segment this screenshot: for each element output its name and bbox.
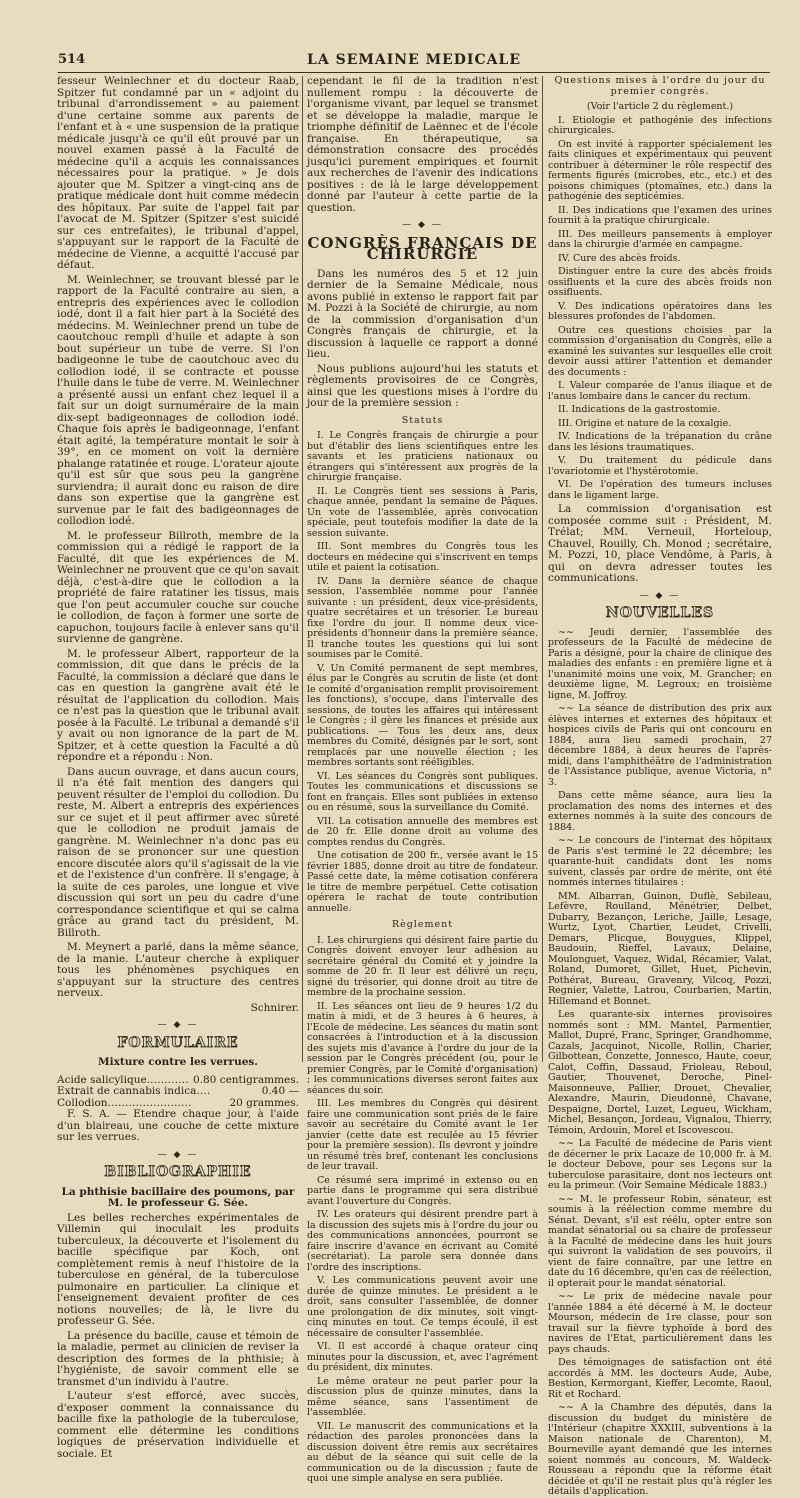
news-item: Dans cette même séance, aura lieu la proclamation des noms des internes et des externes nommés à la suite des concours de 1884. [548, 790, 772, 833]
article: I. Les chirurgiens qui désirent faire partie du Congrès doivent envoyer leur adhésion au secrétaire général du Comité et y joindre la somme de 20 fr. Il leur est délivré un reçu, signé du trésorier, qui donne droit au titre de membre de la prochaine session. [307, 934, 538, 998]
article: VII. La cotisation annuelle des membres est de 20 fr. Elle donne droit au volume des comptes rendus du Congrès. [307, 815, 538, 848]
article: I. Le Congrès français de chirurgie a pour but d'établir des liens scientifiques entre les savants et les praticiens nationaux ou étrangers qui s'intéressent aux progrès de la chirurgie française. [307, 430, 538, 483]
question: I. Etiologie et pathogénie des infections chirurgicales. [548, 114, 772, 136]
section-separator: — ◆ — [157, 1020, 199, 1030]
article: IV. Dans la dernière séance de chaque session, l'assemblée nomme pour l'année suivante : un président, deux vice-présidents, quatre secrétaires et un trésorier. Le bureau fixe l'ordre du jour. Il nomme deux vice-présidents d'honneur dans la première séance. Il tranche toutes les questions qui lui sont soumises par le Comité. [307, 575, 538, 660]
section-title-nouvelles: NOUVELLES [605, 605, 715, 621]
article: Une cotisation de 200 fr., versée avant le 15 février 1885, donne droit au titre de fondateur. Passé cette date, la même cotisation conférera le titre de membre perpétuel. Cette cotisation opérera le rachat de toute contribution annuelle. [307, 850, 538, 914]
news-item: ∼∼ Jeudi dernier, l'assemblée des professeurs de la Faculté de médecine de Paris a désigné, pour la chaire de clinique des maladies des enfants : en première ligne et à l'unanimité moins une voix, M. Grancher; en deuxième ligne, M. Legroux; en troisième ligne, M. Joffroy. [548, 626, 772, 701]
section-title-congres: CONGRÈS FRANÇAIS DE CHIRURGIE [307, 233, 538, 263]
question: Outre ces questions choisies par la commission d'organisation du Congrès, elle a examiné les suivantes sur lesquelles elle croit devoir aussi attirer l'attention et demander des documents : [548, 324, 772, 378]
paragraph: Les belles recherches expérimentales de Villemin qui inoculait les produits tuberculeux, la découverte et l'isolement du bacille spécifique par Koch, ont complètement remis à neuf l'histoire de la tuberculose en général, de la tuberculose pulmonaire en particulier. La clinique et l'enseignement devaient profiter de ces notions nouvelles; de là, le livre du professeur G. Sée. [57, 1211, 299, 1327]
question: Distinguer entre la cure des abcès froids ossifluents et la cure des abcès froids non ossifluents. [548, 266, 772, 298]
question: IV. Cure des abcès froids. [558, 252, 681, 264]
paragraph: Nous publions aujourd'hui les statuts et règlements provisoires de ce Congrès, ainsi que les questions mises à l'ordre du jour de la première session : [307, 362, 538, 409]
section-separator: — ◆ — [157, 1149, 199, 1160]
recipe-item: Extrait de cannabis indica…. [57, 1085, 211, 1097]
paragraph: Dans les numéros des 5 et 12 juin dernier de la Semaine Médicale, nous avons publié in extenso le rapport fait par M. Pozzi à la Société de chirurgie, au nom de la commission d'organisation d'un Congrès français de chirurgie, et la discussion à laquelle ce rapport a donné lieu. [307, 267, 538, 360]
question: II. Des indications que l'examen des urines fournit à la pratique chirurgicale. [548, 204, 772, 226]
paragraph: La présence du bacille, cause et témoin de la maladie, permet au clinicien de reviser la description des formes de la phthisie; à l'hygiéniste, de savoir comment elle se transmet d'un individu à l'autre. [57, 1329, 299, 1388]
section-title-bibliographie: BIBLIOGRAPHIE [104, 1164, 252, 1180]
recipe-note: F. S. A. — Etendre chaque jour, à l'aide d'un blaireau, une couche de cette mixture sur les verrues. [57, 1108, 299, 1143]
question: II. Indications de la gastrostomie. [558, 404, 721, 415]
article: VI. Les séances du Congrès sont publiques. Toutes les communications et discussions se font en français. Elles sont publiées in extenso ou en résumé, sous la surveillance du Comité. [307, 770, 538, 813]
paragraph: M. Weinlechner, se trouvant blessé par le rapport de la Faculté contraire au sien, a entrepris des expériences avec le collodion iodé, dont il a fait hier part à la Société des médecins. M. Weinlechner prend un tube de caoutchouc rempli d'huile et adapte à son bout supérieur un tube de verre. Si l'on badigeonne le tube de caoutchouc avec du collodion iodé, il se contracte et pousse l'huile dans le tube de verre. M. Weinlechner a présenté aussi un enfant chez lequel il a fait sur un doigt surnuméraire de la main dix-sept badigeonnages de collodion iodé. Chaque fois après le badigeonnage, l'enfant était agité, la température montait le soir à 39°, en ce moment on voit la dernière phalange ratatinée et rouge. L'orateur ajoute qu'il est sûr que sous peu la gangrène surviendra; il aurait donc eu raison de dire dans son expertise que la gangrène est survenue par le fait des badigeonnages de collodion iodé. [57, 273, 299, 527]
signature: Schnirer. [250, 1001, 299, 1014]
running-title: LA SEMAINE MEDICALE [307, 52, 521, 68]
questions-subheading: (Voir l'article 2 du règlement.) [586, 101, 734, 112]
recipe-list [57, 1075, 299, 1110]
question: V. Du traitement du pédicule dans l'ovariotomie et l'hystérotomie. [548, 455, 772, 477]
subheading-reglement: Règlement [391, 919, 454, 930]
paragraph: fesseur Weinlechner et du docteur Raab, Spitzer fut condamné par un « adjoint du tribunal d'arrondissement » au paiement d'une certaine somme aux parents de l'enfant et à « une suspension de la pratique médicale jusqu'à ce qu'il eût prouvé par un nouvel examen passé à la Faculté de médecine qu'il a acquis les connaissances nécessaires pour la pratique. » Je dois ajouter que M. Spitzer a vingt-cinq ans de pratique médicale dont huit comme médecin des hôpitaux. Par suite de l'appel fait par l'avocat de M. Spitzer (Spitzer s'est suicidé sur ces entrefaites), le tribunal d'appel, s'appuyant sur le rapport de la Faculté de médecine de Vienne, a acquitté l'accusé par défaut. [57, 75, 299, 271]
section-separator: — ◆ — [639, 590, 681, 601]
question: On est invité à rapporter spécialement les faits cliniques et expérimentaux qui peuvent contribuer à déterminer le rôle respectif des ferments figurés (microbes, etc., etc.) et des poisons chimiques (ptomaïnes, etc.) dans la pathogénie des septicémies. [548, 138, 772, 202]
question: IV. Indications de la trépanation du crâne dans les lésions traumatiques. [548, 431, 772, 453]
news-item: Les quarante-six internes provisoires nommés sont : MM. Mantel, Parmentier, Mallot, Dupré, Franc, Springer, Grandhomme, Cazals, Jacquinot, Nicolle, Rollin, Charier, Gilbottean, Conzette, Jonnesco, Haute, coeur, Calot, Coffin, Dassaud, Frioleau, Reboul, Gautier, Thouvenet, Deroche, Pinel-Maisonneuve, Pallier, Drouet, Chevalier, Alexandre, Maurin, Dieudonné, Chavane, Despaigne, Dortel, Luzet, Legueu, Wickham, Michel, Besançon, Jordeau, Vignalou, Thierry, Témoin, Ardouin, Morel et Iscovescou. [548, 1009, 772, 1136]
paragraph: La commission d'organisation est composée comme suit : Président, M. Trélat; MM. Verneuil, Horteloup, Chauvel, Rouilly, Ch. Monod ; secrétaire, M. Pozzi, 10, place Vendôme, à Paris, à qui on devra adresser toutes les communications. [548, 503, 772, 584]
paragraph: M. le professeur Billroth, membre de la commission qui a rédigé le rapport de la Faculté, dit que les expériences de M. Weinlechner ne prouvent que ce qu'on savait déjà, c'est-à-dire que le collodion a la propriété de faire ratatiner les tissus, mais que l'on peut accumuler couche sur couche le collodion, de façon à former une sorte de capuchon, toujours facile à enlever sans qu'il survienne de gangrène. [57, 529, 299, 645]
recipe-item: Acide salicylique………… [57, 1073, 189, 1086]
column-2 [307, 75, 538, 1484]
question: VI. De l'opération des tumeurs incluses dans le ligament large. [548, 479, 772, 501]
subheading-statuts: Statuts [401, 414, 444, 426]
paragraph: M. le professeur Albert, rapporteur de la commission, dit que dans le précis de la Faculté, la commission a déclaré que dans le cas en question la gangrène avait été le résultat de l'application du collodion. Mais ce n'est pas la question que le tribunal avait posée à la Faculté. Le tribunal a demandé s'il y avait ou non ignorance de la part de M. Spitzer, et à cette question la Faculté a dû répondre et a répondu : Non. [57, 647, 299, 763]
question: V. Des indications opératoires dans les blessures profondes de l'abdomen. [548, 300, 772, 322]
questions-heading: Questions mises à l'ordre du jour du premier congrès. [554, 75, 766, 97]
book-title: La phthisie bacillaire des poumons, par M. le professeur G. Sée. [61, 1185, 295, 1209]
news-item: ∼∼ La séance de distribution des prix aux élèves internes et externes des hôpitaux et hospices civils de Paris qui ont concouru en 1884, aura lieu samedi prochain, 27 décembre 1884, à deux heures de l'après-midi, dans l'amphithéâtre de l'administration de l'Assistance publique, avenue Victoria, n° 3. [548, 703, 772, 788]
recipe-title: Mixture contre les verrues. [98, 1056, 258, 1068]
article: V. Les communications peuvent avoir une durée de quinze minutes. Le président a le droit, sans consulter l'assemblée, de donner une prolongation de dix minutes, soit vingt-cinq minutes en tout. Ce temps écoulé, il est nécessaire de consulter l'assemblée. [307, 1275, 538, 1339]
article: IV. Les orateurs qui désirent prendre part à la discussion des sujets mis à l'ordre du jour ou des communications annoncées, pourront se faire inscrire d'avance en écrivant au Comité (secrétariat). La parole sera donnée dans l'ordre des inscriptions. [307, 1209, 538, 1273]
article: V. Un Comité permanent de sept membres, élus par le Congrès au scrutin de liste (et dont le comité d'organisation remplit provisoirement les fonctions), s'occupe, dans l'intervalle des sessions, de toutes les affaires qui intéressent le Congrès ; il gère les finances et préside aux publications. — Tous les deux ans, deux membres du Comité, désignés par le sort, sont remplacés par une nouvelle élection ; les membres sortants sont rééligibles. [307, 662, 538, 768]
news-item: ∼∼ Le prix de médecine navale pour l'année 1884 a été décerné à M. le docteur Mourson, médecin de 1re classe, pour son travail sur la fièvre typhoïde à bord des navires de l'Etat, particulièrement dans les pays chauds. [548, 1291, 772, 1355]
article: III. Sont membres du Congrès tous les docteurs en médecine qui s'inscrivent en temps utile et paient la cotisation. [307, 541, 538, 573]
news-item: MM. Albarran, Guinon, Duflè, Sebileau, Lefèvre, Roulland, Ménétrier, Delbet, Dubarry, Bezançon, Leriche, Jaille, Lesage, Wurtz, Lyot, Chartier, Leudet, Crivelli, Demars, Plicque, Bouygues, Klippel, Baudouin, Rieffel, Lavaux, Delaine, Moulonguet, Vaquez, Widal, Récamier, Valat, Roland, Dumoret, Gillet, Huet, Pichevin, Pothérat, Bureau, Gravenry, Vilcoq, Pozzi, Regnier, Valette, Latrou, Courbarien, Martin, Hillemand et Bonnet. [548, 890, 772, 1007]
article: II. Le Congrès tient ses sessions à Paris, chaque année, pendant la semaine de Pâques. Un vote de l'assemblée, après convocation spéciale, peut toutefois modifier la date de la session suivante. [307, 485, 538, 539]
article: II. Les séances ont lieu de 9 heures 1/2 du matin à midi, et de 3 heures à 6 heures, à l'Ecole de médecine. Les séances du matin sont consacrées à l'introduction et à la discussion des sujets mis d'avance à l'ordre du jour de la session par le Congrès précédent (ou, pour le premier Congrès, par le Comité d'organisation) ; les communications diverses seront faites aux séances du soir. [307, 1000, 538, 1096]
recipe-line [57, 1086, 299, 1098]
page-header [58, 52, 770, 73]
news-item: ∼∼ A la Chambre des députés, dans la discussion du budget du ministère de l'Intérieur (chapitre XXXIII, subventions à la Maison nationale de Charenton), M. Bourneville ayant demandé que les internes soient nommés au concours, M. Waldeck-Rousseau a répondu que la réforme était décidée et qu'il ne restait plus qu'à régler les détails d'application. [548, 1402, 772, 1497]
question: I. Valeur comparée de l'anus iliaque et de l'anus lombaire dans le cancer du rectum. [548, 380, 772, 402]
article: Ce résumé sera imprimé in extenso ou en partie dans le programme qui sera distribué avant l'ouverture du Congrès. [307, 1174, 538, 1207]
question: III. Des meilleurs pansements à employer dans la chirurgie d'armée en campagne. [548, 228, 772, 250]
page-number: 514 [58, 52, 86, 67]
question: III. Origine et nature de la coxalgie. [558, 417, 732, 429]
paragraph: L'auteur s'est efforcé, avec succès, d'exposer comment la connaissance du bacille fixe la pathologie de la tuberculose, comment elle détermine les conditions logiques de préservation individuelle et sociale. Et [57, 1390, 299, 1460]
article: VI. Il est accordé à chaque orateur cinq minutes pour la discussion, et, avec l'agrément du président, dix minutes. [307, 1341, 538, 1373]
news-item: ∼∼ M. le professeur Robin, sénateur, est soumis à la réélection comme membre du Sénat. Devant, s'il est réélu, opter entre son mandat sénatorial ou sa chaire de professeur à la Faculté de médecine dans les huit jours qui suivront la validation de ses pouvoirs, il vient de faire connaître, par une lettre en date du 16 décembre, qu'en cas de réélection, il opterait pour le mandat sénatorial. [548, 1193, 772, 1289]
recipe-qty: 0.40 — [261, 1085, 299, 1097]
column-1 [57, 75, 299, 1460]
recipe-qty: 20 grammes. [229, 1096, 299, 1109]
paragraph: M. Meynert a parlé, dans la même séance, de la manie. L'auteur cherche à expliquer tous les phénomènes psychiques en s'appuyant sur la structure des centres nerveux. [57, 941, 299, 999]
section-separator: — ◆ — [402, 220, 443, 230]
recipe-qty: 0.80 centigrammes. [192, 1073, 299, 1086]
section-title-formulaire: FORMULAIRE [117, 1034, 239, 1051]
paragraph: cependant le fil de la tradition n'est nullement rompu : la découverte de l'organisme vivant, par lequel se transmet et se développe la maladie, marque le triomphe définitif de Laënnec et de l'école française. En thérapeutique, sa démonstration consacre des procédés jusqu'ici purement empiriques et fournit aux recherches de l'avenir des indications positives : de là le large développement donné par l'auteur à cette partie de la question. [307, 75, 538, 214]
column-rule [302, 76, 303, 1062]
article: VII. Le manuscrit des communications et la rédaction des paroles prononcées dans la discussion doivent être remis aux secrétaires au début de la séance qui suit celle de la communication ou de la discussion ; faute de quoi une simple analyse en sera publiée. [307, 1420, 538, 1484]
column-rule [542, 76, 543, 1062]
recipe-item: Collodion…………………… [57, 1096, 192, 1109]
news-item: Des témoignages de satisfaction ont été accordés à MM. les docteurs Aude, Aube, Bestion, Kermorgant, Kieffer, Lecomte, Raoul, Rit et Rochard. [548, 1357, 772, 1400]
news-item: ∼∼ La Faculté de médecine de Paris vient de décerner le prix Lacaze de 10,000 fr. à M. le docteur Debove, pour ses Leçons sur la tuberculose parasitaire, dont nos lecteurs ont eu la primeur. (Voir Semaine Médicale 1883.) [548, 1138, 772, 1191]
article: III. Les membres du Congrès qui désirent faire une communication sont priés de le faire savoir au secrétaire du Comité avant le 1er janvier (cette date est reculée au 15 février pour la première session). Ils devront y joindre un résumé très bref, contenant les conclusions de leur travail. [307, 1098, 538, 1172]
column-3 [548, 75, 772, 1497]
paragraph: Dans aucun ouvrage, et dans aucun cours, il n'a été fait mention des dangers qui peuvent résulter de l'emploi du collodion. Du reste, M. Albert a entrepris des expériences sur ce sujet et il peut affirmer avec sûreté que le collodion ne produit jamais de gangrène. M. Weinlechner n'a donc pas eu raison de se prononcer sur une question encore discutée alors qu'il s'agissait de la vie et de l'existence d'un confrère. Il s'engage, à la suite de ces paroles, une longue et vive discussion qui sort un peu du cadre d'une correspondance scientifique et qui se calma grâce au grand tact du président, M. Billroth. [57, 765, 299, 939]
news-item: ∼∼ Le concours de l'internat des hôpitaux de Paris s'est terminé le 22 décembre; les quarante-huit candidats dont les noms suivent, classés par ordre de mérite, ont été nommés internes titulaires : [548, 835, 772, 888]
article: Le même orateur ne peut parler pour la discussion plus de quinze minutes, dans la même séance, sans l'assentiment de l'assemblée. [307, 1375, 538, 1418]
